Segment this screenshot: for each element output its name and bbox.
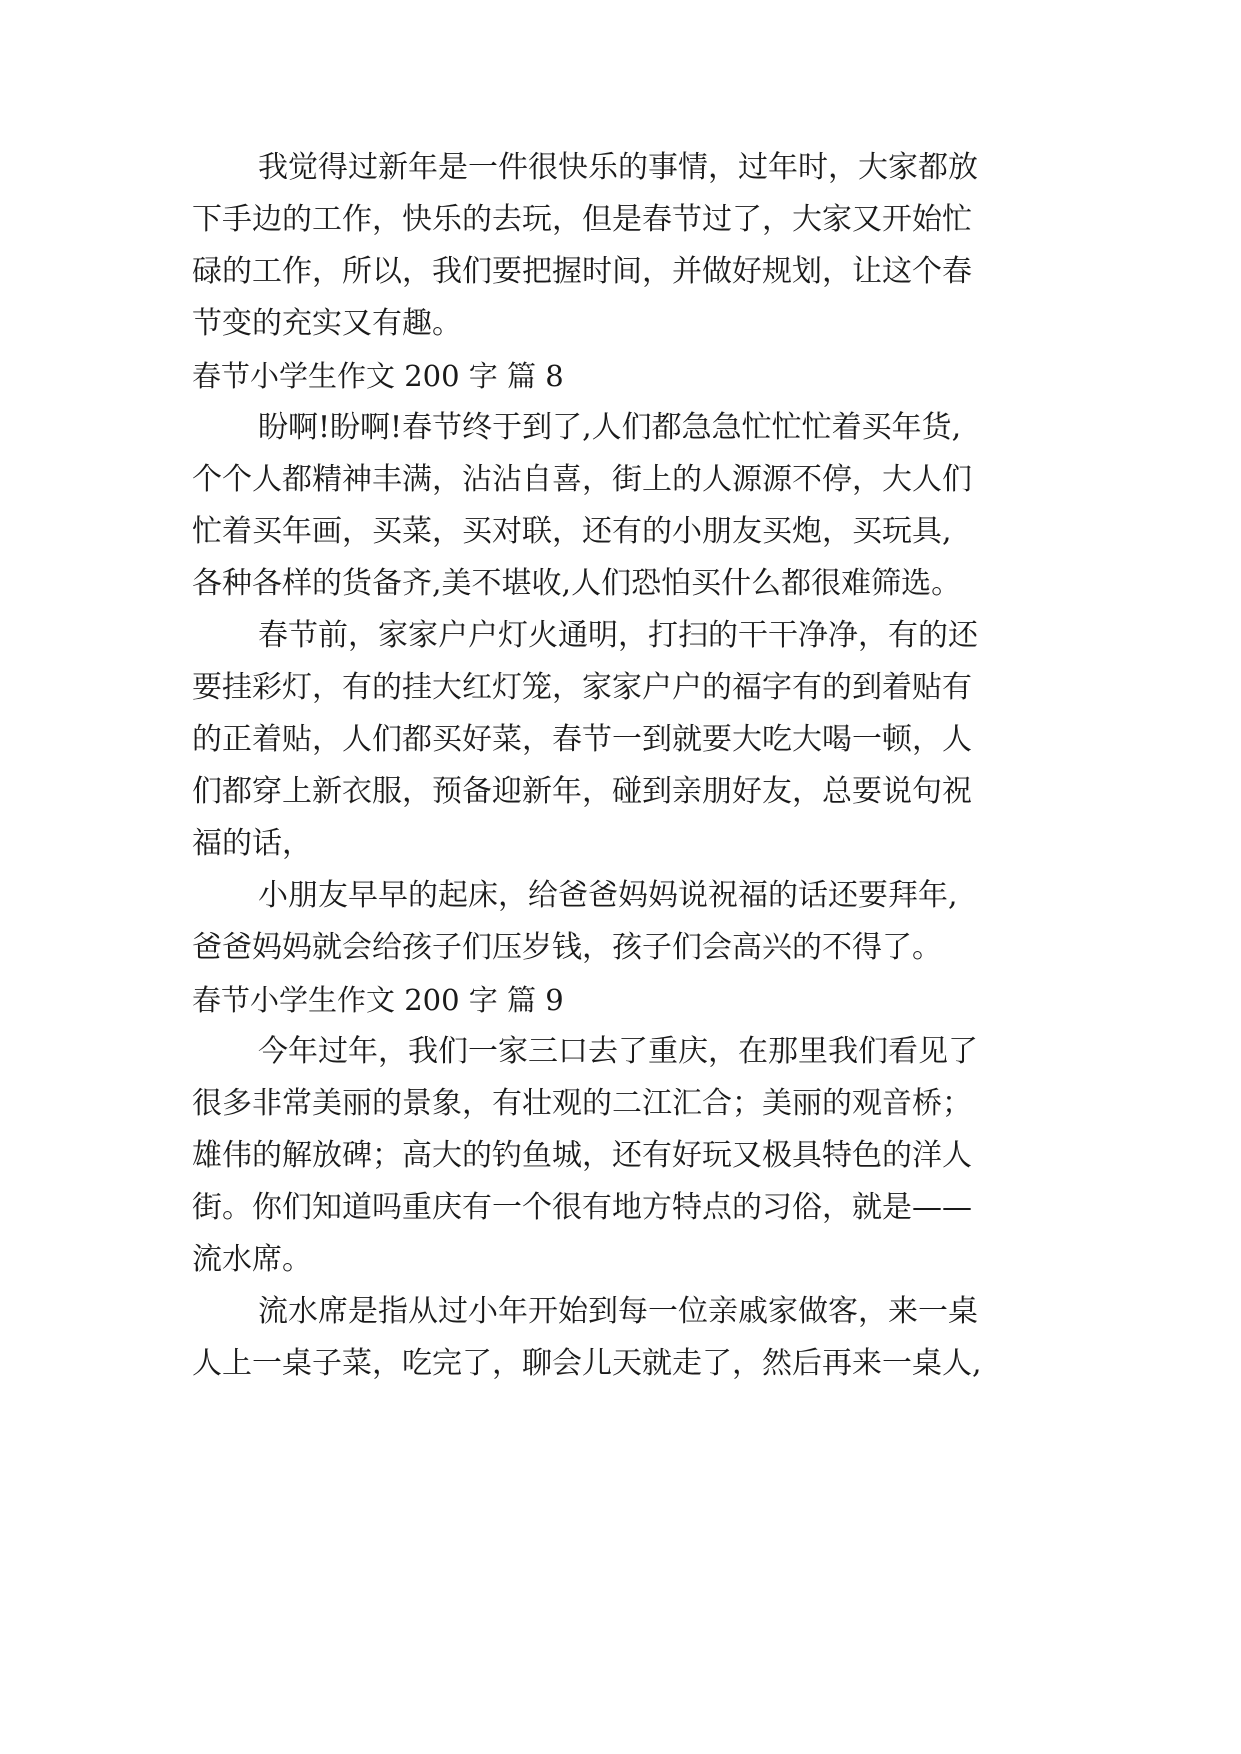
paragraph-4-line-1: 小朋友早早的起床，给爸爸妈妈说祝福的话还要拜年, [258, 878, 958, 913]
paragraph-2-line-3: 忙着买年画，买菜，买对联，还有的小朋友买炮，买玩具, [192, 514, 952, 549]
paragraph-1-line-3: 碌的工作，所以，我们要把握时间，并做好规划，让这个春 [192, 254, 972, 289]
paragraph-5-line-4: 街。你们知道吗重庆有一个很有地方特点的习俗，就是—— [192, 1190, 972, 1225]
paragraph-1-line-2: 下手边的工作，快乐的去玩，但是春节过了，大家又开始忙 [192, 202, 972, 237]
section-heading-9: 春节小学生作文 200 字 篇 9 [192, 983, 564, 1017]
paragraph-3-line-2: 要挂彩灯，有的挂大红灯笼，家家户户的福字有的到着贴有 [192, 670, 972, 705]
paragraph-3-line-1: 春节前，家家户户灯火通明，打扫的干干净净，有的还 [258, 618, 978, 653]
paragraph-6-line-2: 人上一桌子菜，吃完了，聊会儿天就走了，然后再来一桌人, [192, 1346, 982, 1381]
paragraph-1-line-1: 我觉得过新年是一件很快乐的事情，过年时，大家都放 [258, 150, 978, 185]
paragraph-3-line-5: 福的话， [192, 826, 312, 861]
paragraph-2-line-2: 个个人都精神丰满，沾沾自喜，街上的人源源不停，大人们 [192, 462, 972, 497]
paragraph-5-line-3: 雄伟的解放碑；高大的钓鱼城，还有好玩又极具特色的洋人 [192, 1138, 972, 1173]
paragraph-3-line-3: 的正着贴，人们都买好菜，春节一到就要大吃大喝一顿，人 [192, 722, 972, 757]
paragraph-3-line-4: 们都穿上新衣服，预备迎新年，碰到亲朋好友，总要说句祝 [192, 774, 972, 809]
paragraph-5-line-1: 今年过年，我们一家三口去了重庆，在那里我们看见了 [258, 1034, 978, 1069]
paragraph-5-line-2: 很多非常美丽的景象，有壮观的二江汇合；美丽的观音桥； [192, 1086, 972, 1121]
paragraph-4-line-2: 爸爸妈妈就会给孩子们压岁钱，孩子们会高兴的不得了。 [192, 930, 942, 965]
paragraph-2-line-4: 各种各样的货备齐,美不堪收,人们恐怕买什么都很难筛选。 [192, 566, 962, 601]
section-heading-8: 春节小学生作文 200 字 篇 8 [192, 359, 564, 393]
paragraph-1-line-4: 节变的充实又有趣。 [192, 306, 462, 341]
paragraph-6-line-1: 流水席是指从过小年开始到每一位亲戚家做客，来一桌 [258, 1294, 978, 1329]
paragraph-5-line-5: 流水席。 [192, 1242, 312, 1277]
paragraph-2-line-1: 盼啊!盼啊!春节终于到了,人们都急急忙忙忙着买年货, [258, 410, 962, 445]
